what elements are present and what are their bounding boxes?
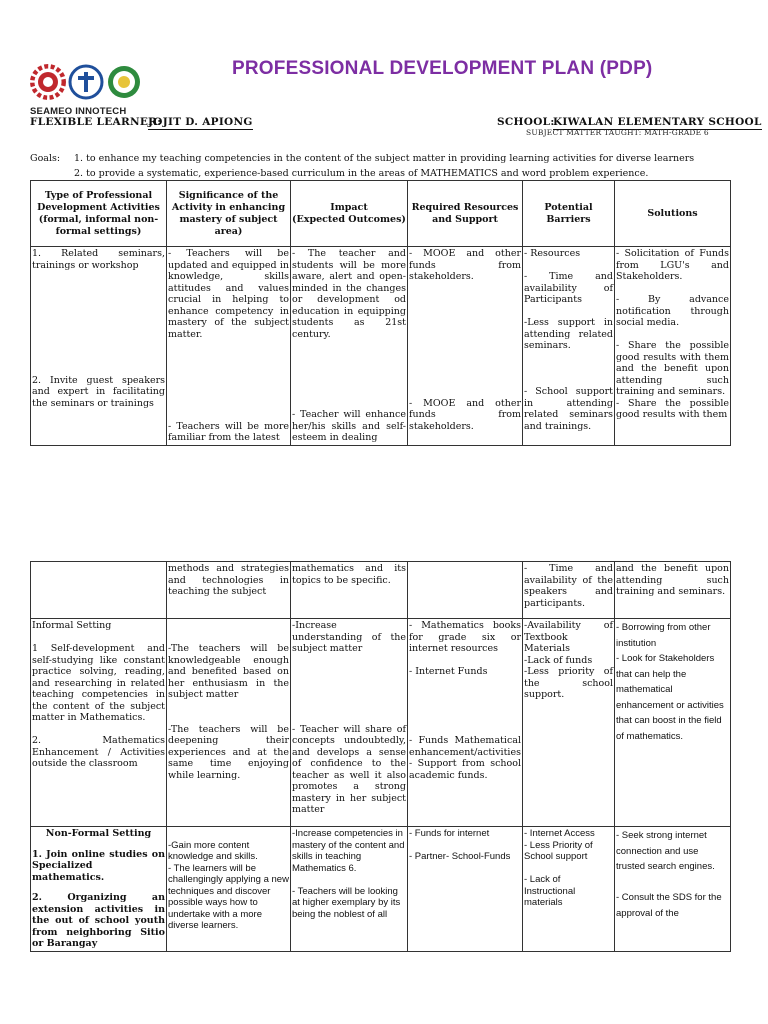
goal-item-2: 2. to provide a systematic, experience-based curriculum in the areas of MATHEMATICS and word problem experience. xyxy=(74,168,649,179)
cell-solutions: - Solicitation of Funds from LGU's and Stakeholders. - By advance notification through social media. - Share the possible good results with them and the benefit upon attending such training and seminars. - Share the possible good results with them xyxy=(615,247,731,446)
table-row xyxy=(31,827,731,952)
cell-solutions: - Borrowing from other institution - Look for Stakeholders that can help the mathematical enhancement or activities that can boost in the field of mathematics. xyxy=(615,619,731,827)
cell-significance: -Gain more content knowledge and skills. - The learners will be challengingly applying a new techniques and discover possible ways how to undertake with a more diverse learners. xyxy=(167,827,291,952)
cell-resources xyxy=(408,562,523,619)
table-header-row xyxy=(31,181,731,247)
subject-taught: SUBJECT MATTER TAUGHT: MATH-GRADE 6 xyxy=(526,128,709,137)
nonformal-heading: Non-Formal Setting xyxy=(45,828,152,839)
goal-item-1: 1. to enhance my teaching competencies in the content of the subject matter in providing learning activities for diverse learners xyxy=(74,153,695,164)
table-row xyxy=(31,562,731,619)
header-solutions: Solutions xyxy=(615,181,731,247)
cell-barriers: - Internet Access - Less Priority of School support - Lack of Instructional materials xyxy=(523,827,615,952)
innotech-logo-icon xyxy=(68,64,104,100)
header-impact: Impact (Expected Outcomes) xyxy=(291,181,408,247)
nonformal-item-1: 1. Join online studies on Specialized mathematics. xyxy=(32,848,165,883)
cell-barriers: - Time and availability of the speakers and participants. xyxy=(523,562,615,619)
header-significance: Significance of the Activity in enhancing mastery of subject area) xyxy=(167,181,291,247)
school-name: KIWALAN ELEMENTARY SCHOOL xyxy=(553,116,762,128)
school-label: SCHOOL: xyxy=(497,116,555,128)
cell-impact: -Increase understanding of the subject matter - Teacher will share of concepts undoubtedly, and develops a sense of confidence to the teacher as well it also promotes a strong mastery in her subject matter xyxy=(291,619,408,827)
cell-significance: - Teachers will be updated and equipped in knowledge, skills attitudes and values crucial in helping to enhance competency in mastery of the subject matter. - Teachers will be more familiar from the latest xyxy=(168,248,289,443)
cell-activity xyxy=(31,562,167,619)
table-row xyxy=(31,619,731,827)
pdp-table-page2 xyxy=(30,561,731,952)
cell-impact: mathematics and its topics to be specific. xyxy=(291,562,408,619)
cell-activity: Informal Setting 1 Self-development and self-studying like constant practice solving, reading, and researching in related teaching competencies in the content of the subject matter in Mathematics. 2. Mathematics Enhancement / Activities outside the classroom xyxy=(31,619,167,827)
org-name: SEAMEO INNOTECH xyxy=(30,106,127,117)
cell-solutions: and the benefit upon attending such training and seminars. xyxy=(615,562,731,619)
header-resources: Required Resources and Support xyxy=(408,181,523,247)
cell-activity: 1. Related seminars, trainings or workshop 2. Invite guest speakers and expert in facilitating the seminars or trainings xyxy=(31,247,167,446)
cell-significance: methods and strategies and technologies in teaching the subject xyxy=(167,562,291,619)
cell-activity xyxy=(31,827,167,952)
seameo-gear-logo-icon xyxy=(30,64,66,100)
deped-seal-logo-icon xyxy=(106,64,142,100)
cell-barriers: - Resources - Time and availability of Participants -Less support in attending related seminars. - School support in attending related seminars and trainings. xyxy=(523,247,615,446)
cell-resources: - Funds for internet - Partner- School-Funds xyxy=(408,827,523,952)
goals-label: Goals: xyxy=(30,153,61,164)
header-activity-type: Type of Professional Development Activities (formal, informal non-formal settings) xyxy=(31,181,167,247)
cell-solutions: - Seek strong internet connection and use trusted search engines. - Consult the SDS for the approval of the xyxy=(615,827,731,952)
cell-resources: - MOOE and other funds from stakeholders. - MOOE and other funds from stakeholders. xyxy=(408,247,523,446)
nonformal-item-2: 2. Organizing an extension activities in the out of school youth from neighboring Sitio or Barangay xyxy=(32,892,165,949)
header-barriers: Potential Barriers xyxy=(523,181,615,247)
page-title: PROFESSIONAL DEVELOPMENT PLAN (PDP) xyxy=(232,58,653,79)
table-row xyxy=(31,247,731,446)
cell-resources: - Mathematics books for grade six or internet resources - Internet Funds - Funds Mathematical enhancement/activities - Support from school academic funds. xyxy=(408,619,523,827)
learner-name: JOJIT D. APIONG xyxy=(148,116,253,128)
cell-significance: -The teachers will be knowledgeable enough and benefited based on her enthusiasm in the subject matter -The teachers will be deepening their experiences and at the same time enjoying while learning. xyxy=(167,619,291,827)
learner-label: FLEXIBLE LEARNER: xyxy=(30,116,162,128)
pdp-table-page1 xyxy=(30,180,731,446)
cell-impact: -Increase competencies in mastery of the content and skills in teaching Mathematics 6. - Teachers will be looking at higher exemplary by its being the noblest of all xyxy=(291,827,408,952)
cell-barriers: -Availability of Textbook Materials -Lack of funds -Less priority of the school support. xyxy=(523,619,615,827)
cell-impact: - The teacher and students will be more aware, alert and open-minded in the changes or development od education in equipping students as 21st century. - Teacher will enhance her/his skills and self-esteem in dealing xyxy=(292,248,406,443)
